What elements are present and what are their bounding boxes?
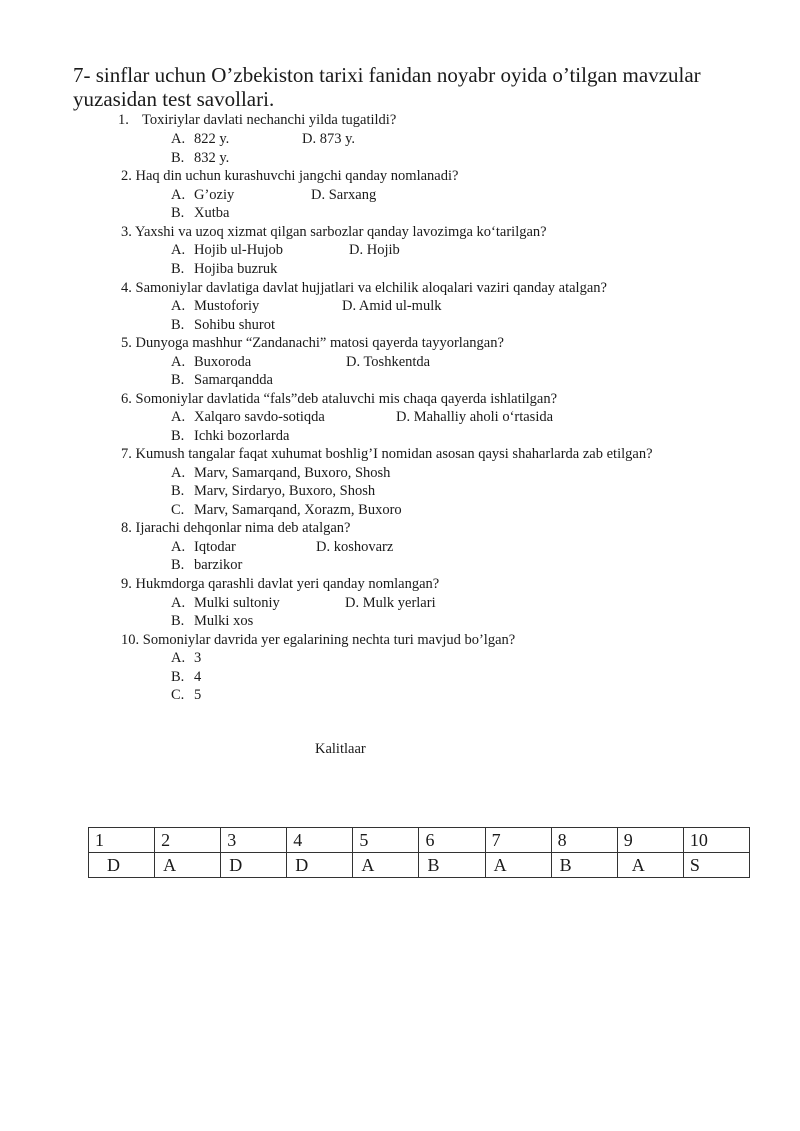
option-text: Buxoroda — [194, 354, 252, 370]
option-letter: A. — [171, 465, 186, 481]
question-8-text: 8. Ijarachi dehqonlar nima deb atalgan? — [121, 520, 351, 536]
key-number-cell: 8 — [551, 828, 617, 853]
question-4-text: 4. Samoniylar davlatiga davlat hujjatlari va elchilik aloqalari vaziri qanday atalgan? — [121, 280, 607, 296]
option-text: Ichki bozorlarda — [194, 428, 290, 444]
option-d: D. Mulk yerlari — [345, 595, 436, 611]
option-letter: A. — [171, 409, 186, 425]
option-text: Mulki sultoniy — [194, 595, 280, 611]
key-number-cell: 10 — [683, 828, 749, 853]
key-answer-cell: A — [485, 853, 551, 878]
option-letter: A. — [171, 354, 186, 370]
key-answer-cell: D — [221, 853, 287, 878]
option-text: Hojiba buzruk — [194, 261, 278, 277]
option-letter: A. — [171, 187, 186, 203]
question-10-text: 10. Somoniylar davrida yer egalarining nechta turi mavjud bo’lgan? — [121, 632, 516, 648]
option-letter: B. — [171, 205, 185, 221]
option-letter: B. — [171, 150, 185, 166]
option-d: D. Toshkentda — [346, 354, 431, 370]
option-letter: B. — [171, 483, 185, 499]
key-answer-cell: B — [551, 853, 617, 878]
option-text: 5 — [194, 687, 202, 703]
option-letter: A. — [171, 242, 186, 258]
option-letter: A. — [171, 539, 186, 555]
option-text: Marv, Sirdaryo, Buxoro, Shosh — [194, 483, 376, 499]
option-text: Iqtodar — [194, 539, 236, 555]
option-text: Marv, Samarqand, Xorazm, Buxoro — [194, 502, 402, 518]
option-d: D. Mahalliy aholi oʻrtasida — [396, 409, 554, 425]
key-number-cell: 7 — [485, 828, 551, 853]
answer-key-number-row — [89, 828, 750, 853]
key-answer-cell: A — [353, 853, 419, 878]
question-9-text: 9. Hukmdorga qarashli davlat yeri qanday nomlangan? — [121, 576, 440, 592]
option-text: Mustoforiy — [194, 298, 260, 314]
option-letter: B. — [171, 613, 185, 629]
key-number-cell: 2 — [155, 828, 221, 853]
option-letter: B. — [171, 317, 185, 333]
option-letter: B. — [171, 372, 185, 388]
question-3-text: 3. Yaxshi va uzoq xizmat qilgan sarbozlar qanday lavozimga koʻtarilgan? — [121, 224, 547, 240]
option-letter: B. — [171, 428, 185, 444]
option-letter: B. — [171, 261, 185, 277]
option-d: D. Amid ul-mulk — [342, 298, 442, 314]
question-6-text: 6. Somoniylar davlatida “fals”deb ataluvchi mis chaqa qayerda ishlatilgan? — [121, 391, 558, 407]
option-text: Hojib ul-Hujob — [194, 242, 284, 258]
option-text: barzikor — [194, 557, 243, 573]
option-text: Sohibu shurot — [194, 317, 275, 333]
option-d: D. Sarxang — [311, 187, 377, 203]
option-text: 4 — [194, 669, 202, 685]
option-letter: C. — [171, 687, 185, 703]
key-answer-cell: D — [287, 853, 353, 878]
key-answer-cell: S — [683, 853, 749, 878]
option-text: 832 y. — [194, 150, 230, 166]
question-2-text: 2. Haq din uchun kurashuvchi jangchi qanday nomlanadi? — [121, 168, 459, 184]
key-answer-cell: A — [617, 853, 683, 878]
key-answer-cell: A — [155, 853, 221, 878]
answer-key-answer-row — [89, 853, 750, 878]
key-answer-cell: D — [89, 853, 155, 878]
option-letter: C. — [171, 502, 185, 518]
key-number-cell: 9 — [617, 828, 683, 853]
option-letter: A. — [171, 131, 186, 147]
question-1-text: Toxiriylar davlati nechanchi yilda tugatildi? — [142, 112, 397, 128]
option-letter: B. — [171, 669, 185, 685]
question-5-text: 5. Dunyoga mashhur “Zandanachi” matosi qayerda tayyorlangan? — [121, 335, 504, 351]
option-text: Xalqaro savdo-sotiqda — [194, 409, 325, 425]
option-text: G’oziy — [194, 187, 235, 203]
option-letter: A. — [171, 595, 186, 611]
answer-key-heading: Kalitlaar — [315, 741, 366, 757]
option-text: Samarqandda — [194, 372, 273, 388]
key-number-cell: 3 — [221, 828, 287, 853]
key-number-cell: 6 — [419, 828, 485, 853]
key-answer-cell: B — [419, 853, 485, 878]
key-number-cell: 4 — [287, 828, 353, 853]
option-letter: B. — [171, 557, 185, 573]
question-7-text: 7. Kumush tangalar faqat xuhumat boshlig’I nomidan asosan qaysi shaharlarda zab etilgan? — [121, 446, 653, 462]
option-text: Marv, Samarqand, Buxoro, Shosh — [194, 465, 391, 481]
answer-key-table — [88, 827, 750, 878]
option-letter: A. — [171, 298, 186, 314]
option-text: Mulki xos — [194, 613, 254, 629]
option-d: D. koshovarz — [316, 539, 394, 555]
option-text: Xutba — [194, 205, 230, 221]
document-title: 7- sinflar uchun O’zbekiston tarixi fanidan noyabr oyida o’tilgan mavzular yuzasidan test savollari. — [73, 63, 701, 111]
key-number-cell: 1 — [89, 828, 155, 853]
option-text: 3 — [194, 650, 202, 666]
question-1-number: 1. — [118, 112, 129, 128]
option-d: D. 873 y. — [302, 131, 356, 147]
option-text: 822 y. — [194, 131, 230, 147]
option-d: D. Hojib — [349, 242, 400, 258]
option-letter: A. — [171, 650, 186, 666]
key-number-cell: 5 — [353, 828, 419, 853]
